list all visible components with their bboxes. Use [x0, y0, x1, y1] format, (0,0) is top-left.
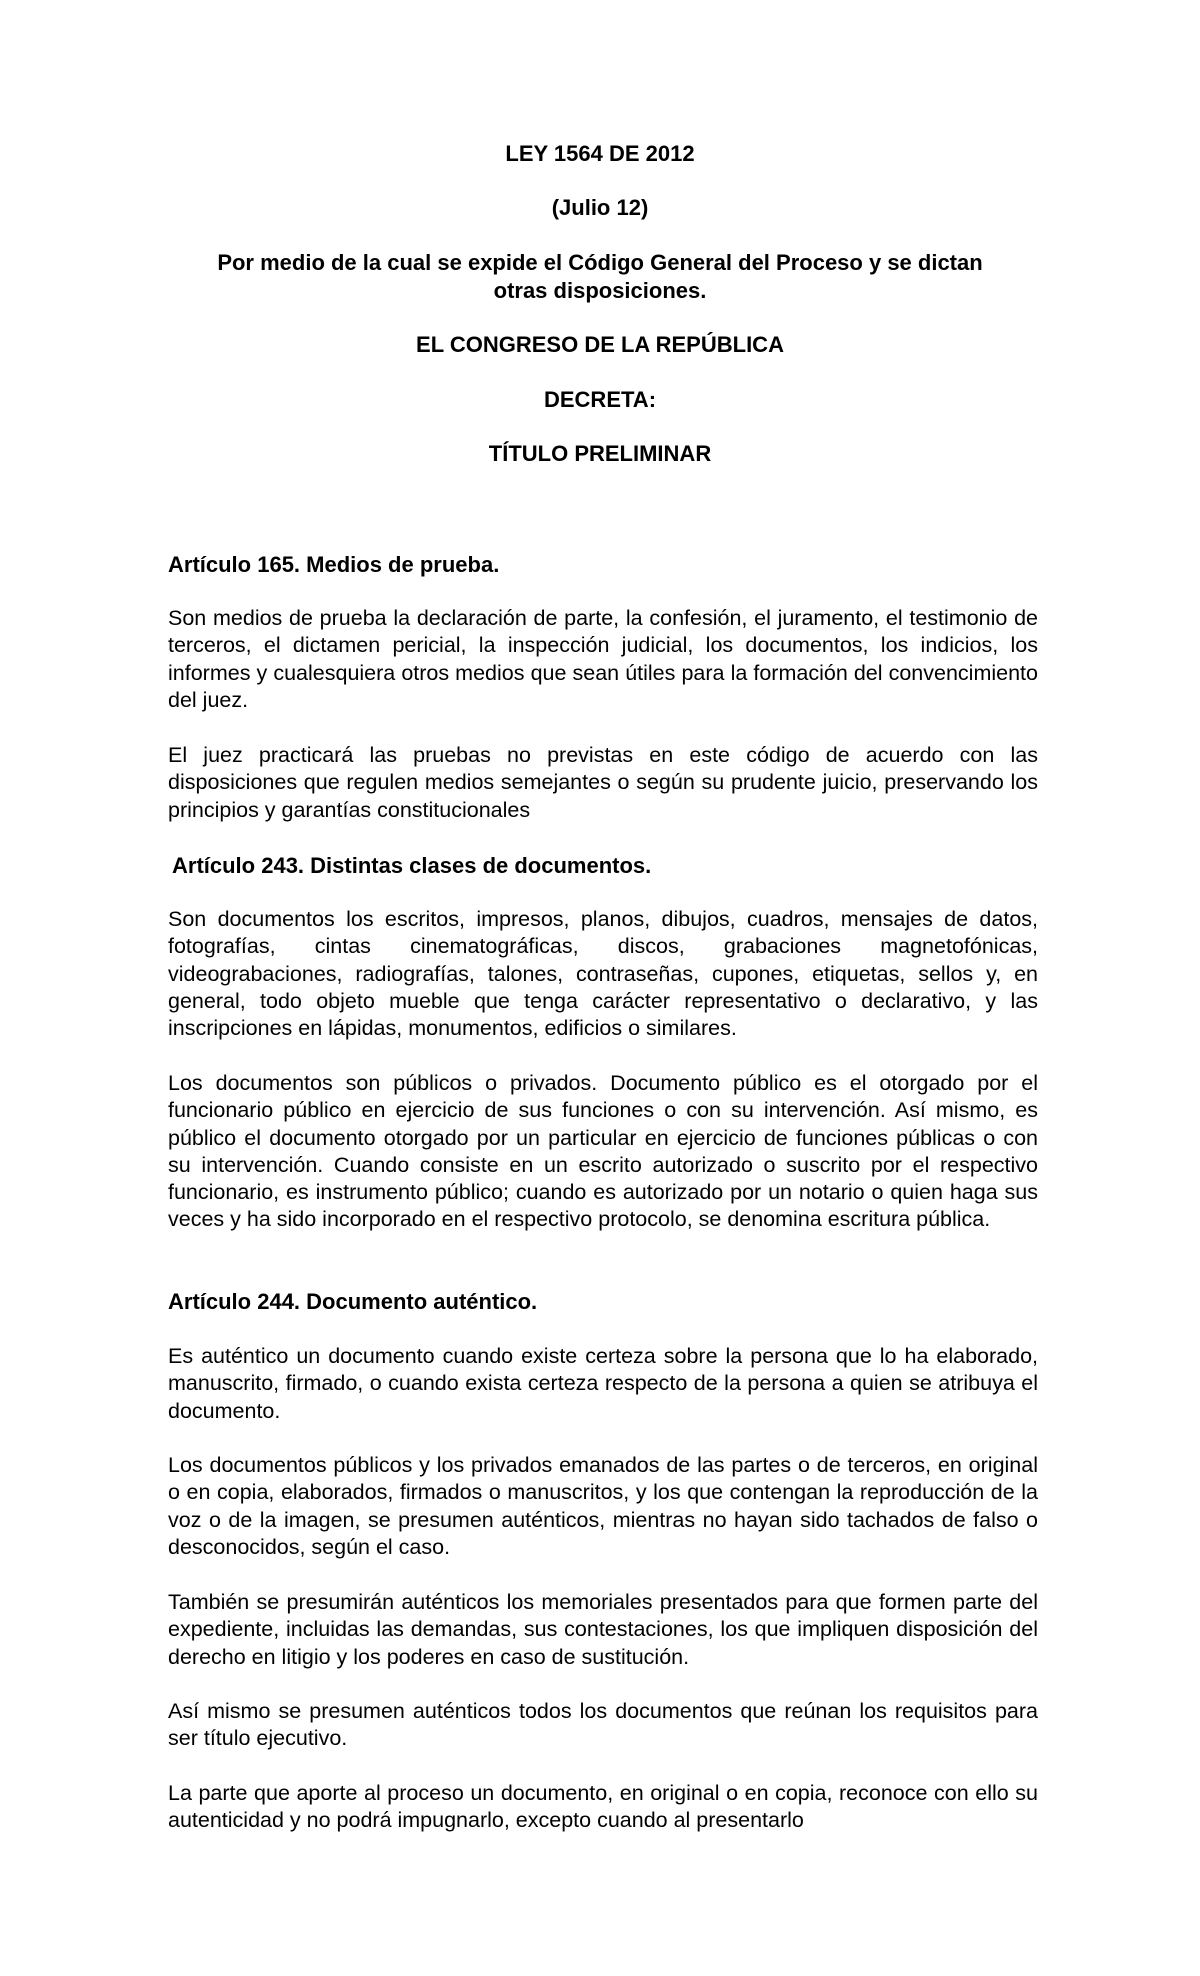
article-244-paragraph-5: La parte que aporte al proceso un documento, en original o en copia, reconoce con ello su autenticidad y no podrá impugnarlo, excepto cuando al presentarlo — [168, 1781, 1038, 1833]
article-165-title: Artículo 165. Medios de prueba. — [168, 552, 500, 577]
article-244-paragraph-2: Los documentos públicos y los privados emanados de las partes o de terceros, en original o en copia, elaborados, firmados o manuscritos, y los que contengan la reproducción de la voz o de la imagen, se presumen auténticos, mientras no hayan sido tachados de falso o desconocidos, según el caso. — [168, 1453, 1038, 1559]
article-165-paragraph-2: El juez practicará las pruebas no previstas en este código de acuerdo con las disposiciones que regulen medios semejantes o según su prudente juicio, preservando los principios y garantías constitucionales — [168, 743, 1038, 822]
issuer-heading: EL CONGRESO DE LA REPÚBLICA — [416, 332, 784, 357]
article-165-paragraph-1: Son medios de prueba la declaración de parte, la confesión, el juramento, el testimonio de terceros, el dictamen pericial, la inspección judicial, los documentos, los indicios, los informes y cualesquiera otros medios que sean útiles para la formación del convencimiento del juez. — [168, 606, 1038, 712]
article-243-paragraph-1: Son documentos los escritos, impresos, planos, dibujos, cuadros, mensajes de datos, fotografías, cintas cinematográficas, discos, grabaciones magnetofónicas, videograbaciones, radiografías, talones, contraseñas, cupones, etiquetas, sellos y, en general, todo objeto mueble que tenga carácter representativo o declarativo, y las inscripciones en lápidas, monumentos, edificios o similares. — [168, 907, 1038, 1041]
section-heading: TÍTULO PRELIMINAR — [488, 441, 712, 466]
article-243-paragraph-2: Los documentos son públicos o privados. Documento público es el otorgado por el funcionario público en ejercicio de sus funciones o con su intervención. Así mismo, es público el documento otorgado por un particular en ejercicio de funciones públicas o con su intervención. Cuando consiste en un escrito autorizado o suscrito por el respectivo funcionario, es instrumento público; cuando es autorizado por un notario o quien haga sus veces y ha sido incorporado en el respectivo protocolo, se denomina escritura pública. — [168, 1071, 1038, 1232]
law-date: (Julio 12) — [551, 195, 649, 220]
law-subject: Por medio de la cual se expide el Código General del Proceso y se dictan otras disposiciones. — [217, 250, 983, 303]
article-243-title: Artículo 243. Distintas clases de documentos. — [172, 853, 652, 878]
article-244-title: Artículo 244. Documento auténtico. — [168, 1289, 538, 1314]
article-244-paragraph-4: Así mismo se presumen auténticos todos los documentos que reúnan los requisitos para ser título ejecutivo. — [168, 1699, 1038, 1751]
law-title: LEY 1564 DE 2012 — [505, 141, 695, 166]
article-244-paragraph-3: También se presumirán auténticos los memoriales presentados para que formen parte del expediente, incluidas las demandas, sus contestaciones, los que impliquen disposición del derecho en litigio y los poderes en caso de sustitución. — [168, 1590, 1038, 1669]
article-244-paragraph-1: Es auténtico un documento cuando existe certeza sobre la persona que lo ha elaborado, manuscrito, firmado, o cuando exista certeza respecto de la persona a quien se atribuya el documento. — [168, 1344, 1038, 1423]
decree-heading: DECRETA: — [543, 387, 657, 412]
